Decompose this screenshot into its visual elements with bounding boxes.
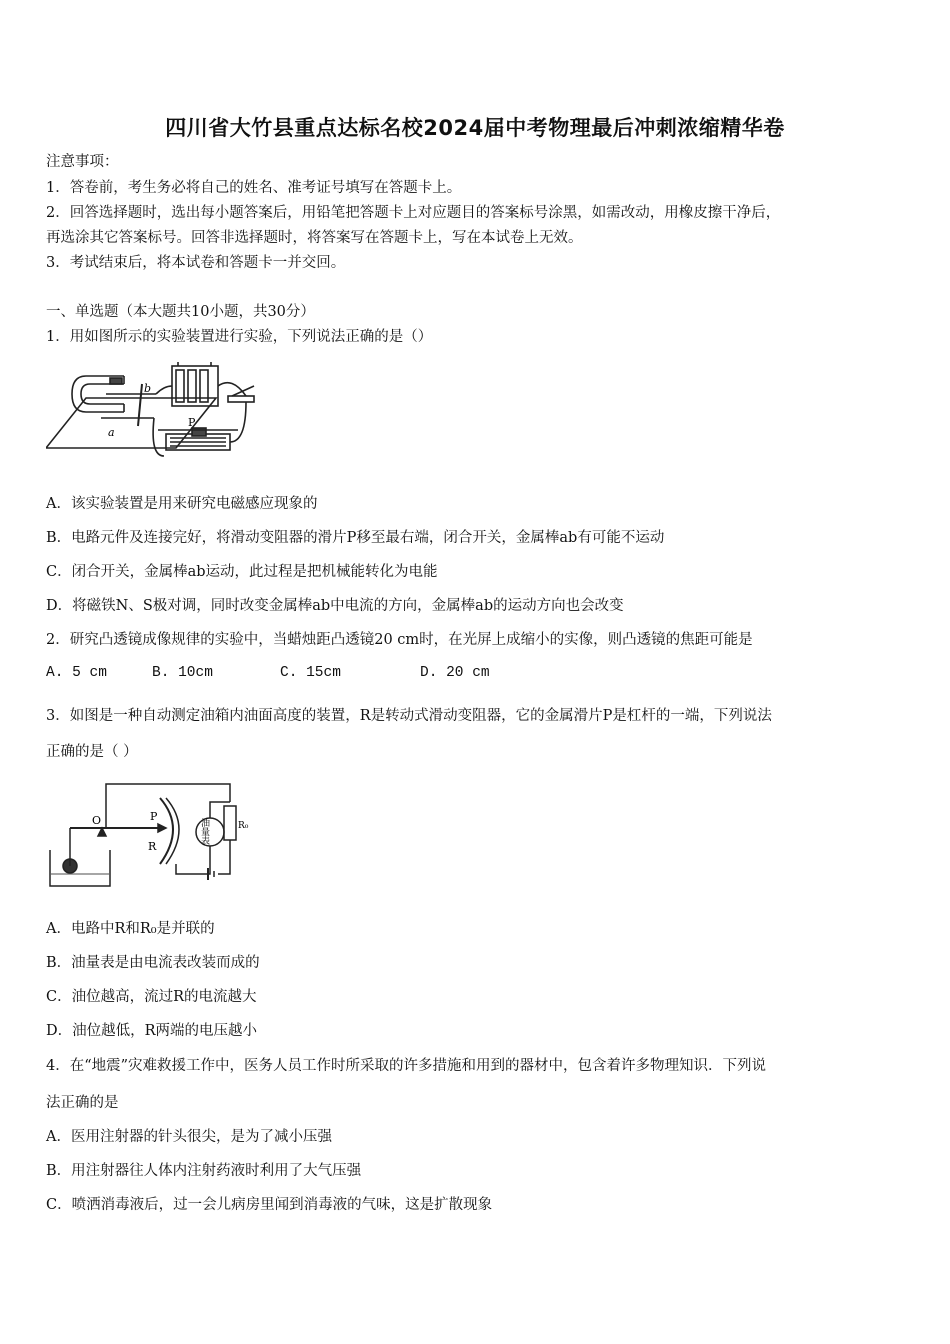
q3-label-meter: 油量表 xyxy=(199,818,209,845)
notice-item: 再选涂其它答案标号。回答非选择题时，将答案写在答题卡上，写在本试卷上无效。 xyxy=(46,230,583,246)
q4-stem-cont: 法正确的是 xyxy=(46,1095,119,1111)
q4-option-a: A．医用注射器的针头很尖，是为了减小压强 xyxy=(46,1129,332,1145)
q3-option-b: B．油量表是由电流表改装而成的 xyxy=(46,955,260,971)
q1-option-d: D．将磁铁N、S极对调，同时改变金属棒ab中电流的方向，金属棒ab的运动方向也会改变 xyxy=(46,598,624,614)
q2-option-d: D. 20 cm xyxy=(420,665,490,681)
q3-figure xyxy=(46,778,256,892)
q2-option-b: B. 10cm xyxy=(152,665,213,681)
q1-option-a: A．该实验装置是用来研究电磁感应现象的 xyxy=(46,496,318,512)
q2-option-a: A. 5 cm xyxy=(46,665,107,681)
q3-label-r0: R₀ xyxy=(238,821,249,831)
q1-label-p: P xyxy=(188,416,196,429)
notice-heading: 注意事项： xyxy=(46,154,119,170)
q3-label-r: R xyxy=(148,840,157,853)
notice-item: 3．考试结束后，将本试卷和答题卡一并交回。 xyxy=(46,255,346,271)
q3-stem-cont: 正确的是（ ） xyxy=(46,744,138,760)
q1-figure xyxy=(46,356,276,474)
page-title: 四川省大竹县重点达标名校2024届中考物理最后冲刺浓缩精华卷 xyxy=(165,116,785,140)
q4-stem: 4．在“地震”灾难救援工作中，医务人员工作时所采取的许多措施和用到的器材中，包含着许多物理知识．下列说 xyxy=(46,1058,767,1074)
q4-option-b: B．用注射器往人体内注射药液时利用了大气压强 xyxy=(46,1163,362,1179)
q1-label-b: b xyxy=(144,382,152,395)
q3-option-d: D．油位越低，R两端的电压越小 xyxy=(46,1023,258,1039)
notice-item: 2．回答选择题时，选出每小题答案后，用铅笔把答题卡上对应题目的答案标号涂黑，如需改动，用橡皮擦干净后， xyxy=(46,205,781,221)
q3-option-c: C．油位越高，流过R的电流越大 xyxy=(46,989,257,1005)
q3-option-a: A．电路中R和R₀是并联的 xyxy=(46,921,215,937)
q2-option-c: C. 15cm xyxy=(280,665,341,681)
notice-item: 1．答卷前，考生务必将自己的姓名、准考证号填写在答题卡上。 xyxy=(46,180,462,196)
q1-option-b: B．电路元件及连接完好，将滑动变阻器的滑片P移至最右端，闭合开关，金属棒ab有可能不运动 xyxy=(46,530,665,546)
q3-label-p: P xyxy=(150,810,158,823)
section-heading: 一、单选题（本大题共10小题，共30分） xyxy=(46,304,315,320)
q1-option-c: C．闭合开关，金属棒ab运动，此过程是把机械能转化为电能 xyxy=(46,564,438,580)
q1-stem: 1．用如图所示的实验装置进行实验，下列说法正确的是（） xyxy=(46,329,433,345)
q3-label-o: O xyxy=(92,814,102,827)
q2-stem: 2．研究凸透镜成像规律的实验中，当蜡烛距凸透镜20 cm时，在光屏上成缩小的实像，则凸透镜的焦距可能是 xyxy=(46,632,753,648)
q1-label-a: a xyxy=(108,426,115,439)
q4-option-c: C．喷洒消毒液后，过一会儿病房里闻到消毒液的气味，这是扩散现象 xyxy=(46,1197,493,1213)
q3-stem: 3．如图是一种自动测定油箱内油面高度的装置，R是转动式滑动变阻器，它的金属滑片P是杠杆的一端，下列说法 xyxy=(46,708,772,724)
